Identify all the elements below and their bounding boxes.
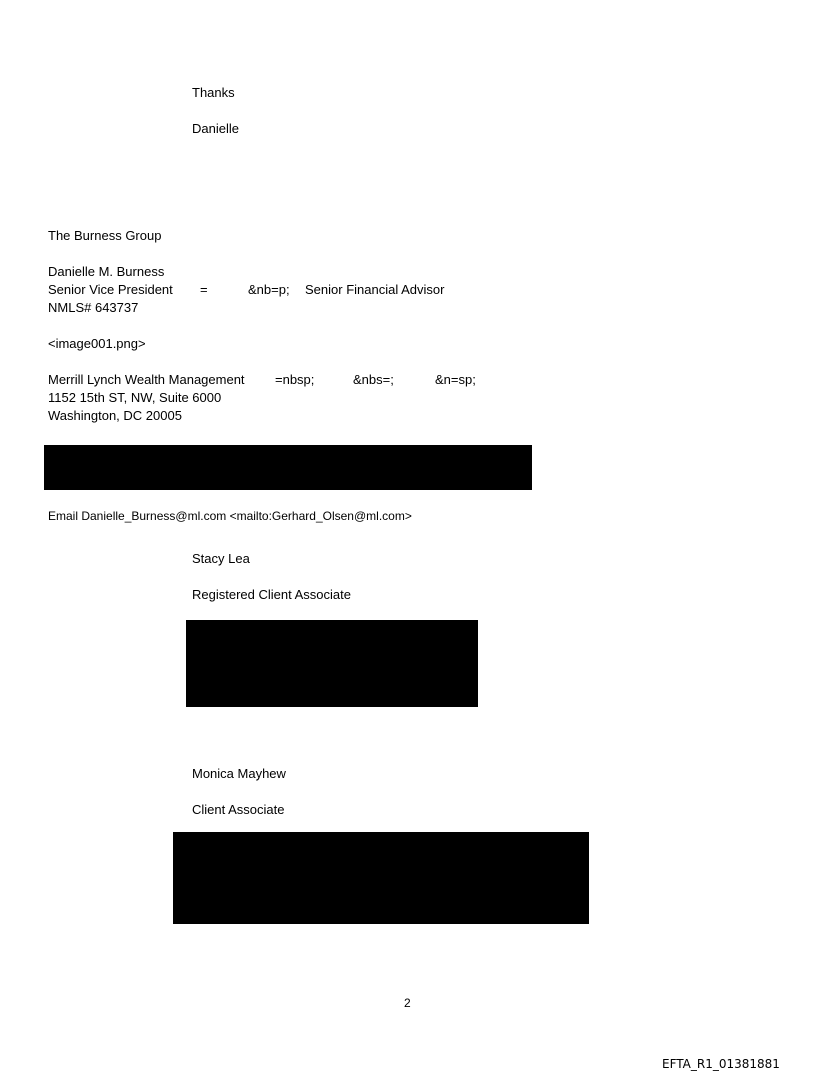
contact-name-1: Stacy Lea xyxy=(192,551,250,566)
signature-address-1: 1152 15th ST, NW, Suite 6000 xyxy=(48,390,222,405)
signature-nmls: NMLS# 643737 xyxy=(48,300,139,315)
redaction-bar xyxy=(186,620,478,707)
signature-filler-3: &n=sp; xyxy=(435,372,476,387)
redaction-bar xyxy=(173,832,589,924)
contact-role-2: Client Associate xyxy=(192,802,285,817)
signature-title-2: Senior Financial Advisor xyxy=(305,282,445,297)
signature-group: The Burness Group xyxy=(48,228,162,243)
image-placeholder: <image001.png> xyxy=(48,336,146,351)
closing-name: Danielle xyxy=(192,121,239,136)
signature-sep-2: &nb=p; xyxy=(248,282,290,297)
signature-address-2: Washington, DC 20005 xyxy=(48,408,182,423)
signature-title: Senior Vice President xyxy=(48,282,173,297)
document-id-footer: EFTA_R1_01381881 xyxy=(662,1057,780,1071)
signature-company: Merrill Lynch Wealth Management xyxy=(48,372,245,387)
page-number: 2 xyxy=(404,996,411,1010)
signature-filler-2: &nbs=; xyxy=(353,372,394,387)
redaction-bar xyxy=(44,445,532,490)
contact-name-2: Monica Mayhew xyxy=(192,766,286,781)
contact-role-1: Registered Client Associate xyxy=(192,587,351,602)
signature-filler-1: =nbsp; xyxy=(275,372,315,387)
signature-name: Danielle M. Burness xyxy=(48,264,165,279)
email-line-text: Email Danielle_Burness@ml.com <mailto:Gerhard_Olsen@ml.com> xyxy=(48,509,412,523)
signature-sep-1: = xyxy=(200,282,208,297)
closing-thanks: Thanks xyxy=(192,85,235,100)
